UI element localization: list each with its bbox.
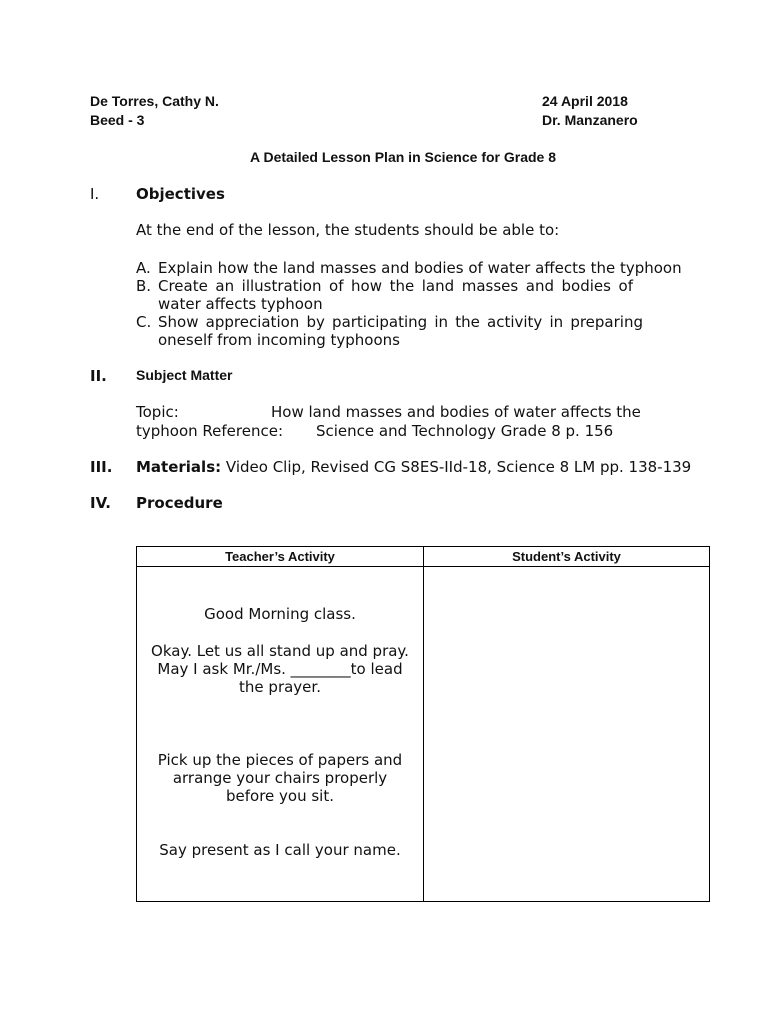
materials-value: Video Clip, Revised CG S8ES-IId-18, Science 8 LM pp. 138-139 <box>221 458 692 476</box>
text-line: arrange your chairs properly <box>172 769 388 787</box>
text-line: before you sit. <box>225 787 334 805</box>
list-marker: A. <box>136 259 151 277</box>
section-numeral-procedure: IV. <box>90 494 111 512</box>
text-line: Good Morning class. <box>204 605 356 623</box>
topic-label: Topic: <box>136 403 179 421</box>
objective-text: Explain how the land masses and bodies of water affects the typhoon <box>158 259 682 277</box>
reference-value: Science and Technology Grade 8 p. 156 <box>316 422 614 440</box>
objective-text-line-1: Show appreciation by participating in the activity in preparing <box>158 313 643 331</box>
section-heading-materials: Materials: <box>136 458 222 476</box>
text-line: Say present as I call your name. <box>159 841 401 859</box>
document-title: A Detailed Lesson Plan in Science for Grade 8 <box>249 149 557 165</box>
teacher-entry-cleanup <box>137 751 423 805</box>
table-header-row <box>137 547 710 567</box>
student-name: De Torres, Cathy N. <box>90 93 219 109</box>
student-activity-cell <box>424 567 710 902</box>
objective-text-line-2: oneself from incoming typhoons <box>158 331 400 349</box>
section-heading-procedure: Procedure <box>136 494 223 512</box>
teacher-activity-cell <box>137 567 424 902</box>
instructor-name: Dr. Manzanero <box>542 112 638 128</box>
section-numeral-objectives: I. <box>90 185 100 203</box>
section-heading-subject-matter: Subject Matter <box>136 367 233 383</box>
list-marker: B. <box>136 277 152 295</box>
table-row <box>137 567 710 902</box>
reference-label: typhoon Reference: <box>136 422 284 440</box>
teacher-activity-header: Teacher’s Activity <box>137 547 424 567</box>
text-line: the prayer. <box>239 678 321 696</box>
teacher-entry-prayer <box>137 642 423 696</box>
activity-table <box>136 546 710 902</box>
section-heading-objectives: Objectives <box>136 185 225 203</box>
text-line: May I ask Mr./Ms. ________to lead <box>157 660 403 678</box>
topic-value: How land masses and bodies of water affects the <box>271 403 641 421</box>
text-line: Pick up the pieces of papers and <box>157 751 403 769</box>
section-numeral-subject-matter: II. <box>90 367 107 385</box>
course-year: Beed - 3 <box>90 112 145 128</box>
objectives-intro: At the end of the lesson, the students should be able to: <box>136 221 560 239</box>
text-line: Okay. Let us all stand up and pray. <box>151 642 409 660</box>
teacher-entry-greeting <box>137 605 423 623</box>
student-activity-header: Student’s Activity <box>424 547 710 567</box>
objective-text-line-1: Create an illustration of how the land masses and bodies of <box>158 277 633 295</box>
list-marker: C. <box>136 313 152 331</box>
date: 24 April 2018 <box>542 93 628 109</box>
materials-line <box>136 458 691 476</box>
teacher-entry-attendance <box>137 841 423 859</box>
objective-text-line-2: water affects typhoon <box>158 295 323 313</box>
section-numeral-materials: III. <box>90 458 113 476</box>
